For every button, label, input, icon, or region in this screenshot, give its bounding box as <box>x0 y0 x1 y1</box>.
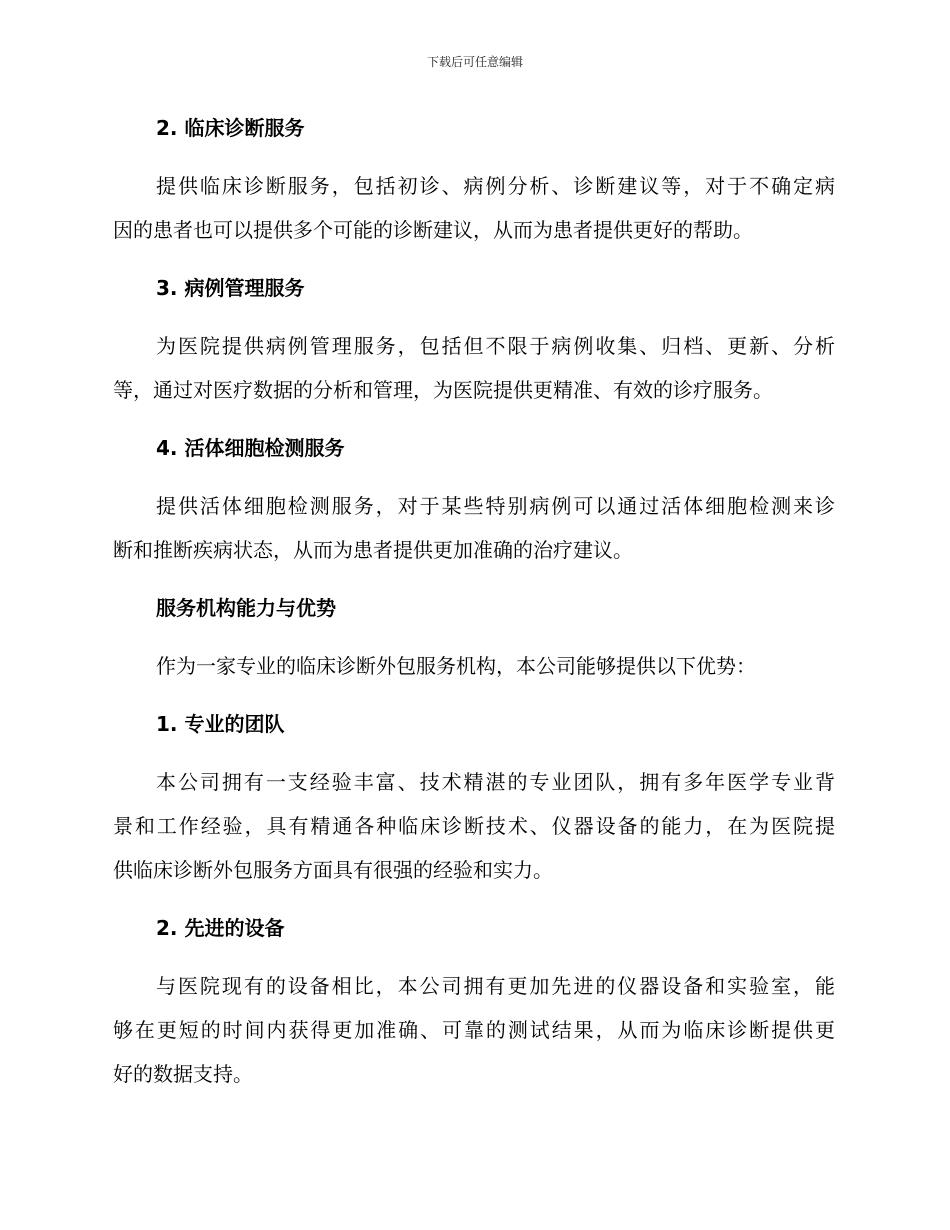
paragraph <box>113 644 835 688</box>
section-heading: 服务机构能力与优势 <box>156 596 336 620</box>
section-heading: 1. 专业的团队 <box>156 712 285 736</box>
paragraph-line: 本公司拥有一支经验丰富、技术精湛的专业团队，拥有多年医学专业背 <box>156 770 835 794</box>
paragraph <box>113 760 835 892</box>
paragraph-line: 等，通过对医疗数据的分析和管理，为医院提供更精准、有效的诊疗服务。 <box>113 378 773 402</box>
paragraph <box>113 964 835 1096</box>
paragraph-line: 为医院提供病例管理服务，包括但不限于病例收集、归档、更新、分析 <box>156 334 835 358</box>
paragraph-line: 好的数据支持。 <box>113 1062 253 1086</box>
paragraph-line: 因的患者也可以提供多个可能的诊断建议，从而为患者提供更好的帮助。 <box>113 218 753 242</box>
paragraph-line: 提供临床诊断服务，包括初诊、病例分析、诊断建议等，对于不确定病 <box>156 174 835 198</box>
paragraph <box>113 324 835 412</box>
paragraph-line: 断和推断疾病状态，从而为患者提供更加准确的治疗建议。 <box>113 538 633 562</box>
paragraph-line: 景和工作经验，具有精通各种临床诊断技术、仪器设备的能力，在为医院提 <box>113 814 835 838</box>
paragraph <box>113 164 835 252</box>
section-heading: 3. 病例管理服务 <box>156 276 305 300</box>
section-heading: 2. 临床诊断服务 <box>156 116 305 140</box>
section-heading: 2. 先进的设备 <box>156 916 285 940</box>
section-heading: 4. 活体细胞检测服务 <box>156 436 345 460</box>
paragraph-line: 作为一家专业的临床诊断外包服务机构，本公司能够提供以下优势： <box>156 654 756 678</box>
paragraph-line: 与医院现有的设备相比，本公司拥有更加先进的仪器设备和实验室，能 <box>156 974 835 998</box>
page-header: 下载后可任意编辑 <box>426 55 523 69</box>
paragraph <box>113 484 835 572</box>
paragraph-line: 够在更短的时间内获得更加准确、可靠的测试结果，从而为临床诊断提供更 <box>113 1018 835 1042</box>
paragraph-line: 供临床诊断外包服务方面具有很强的经验和实力。 <box>113 858 553 882</box>
paragraph-line: 提供活体细胞检测服务，对于某些特别病例可以通过活体细胞检测来诊 <box>156 494 835 518</box>
